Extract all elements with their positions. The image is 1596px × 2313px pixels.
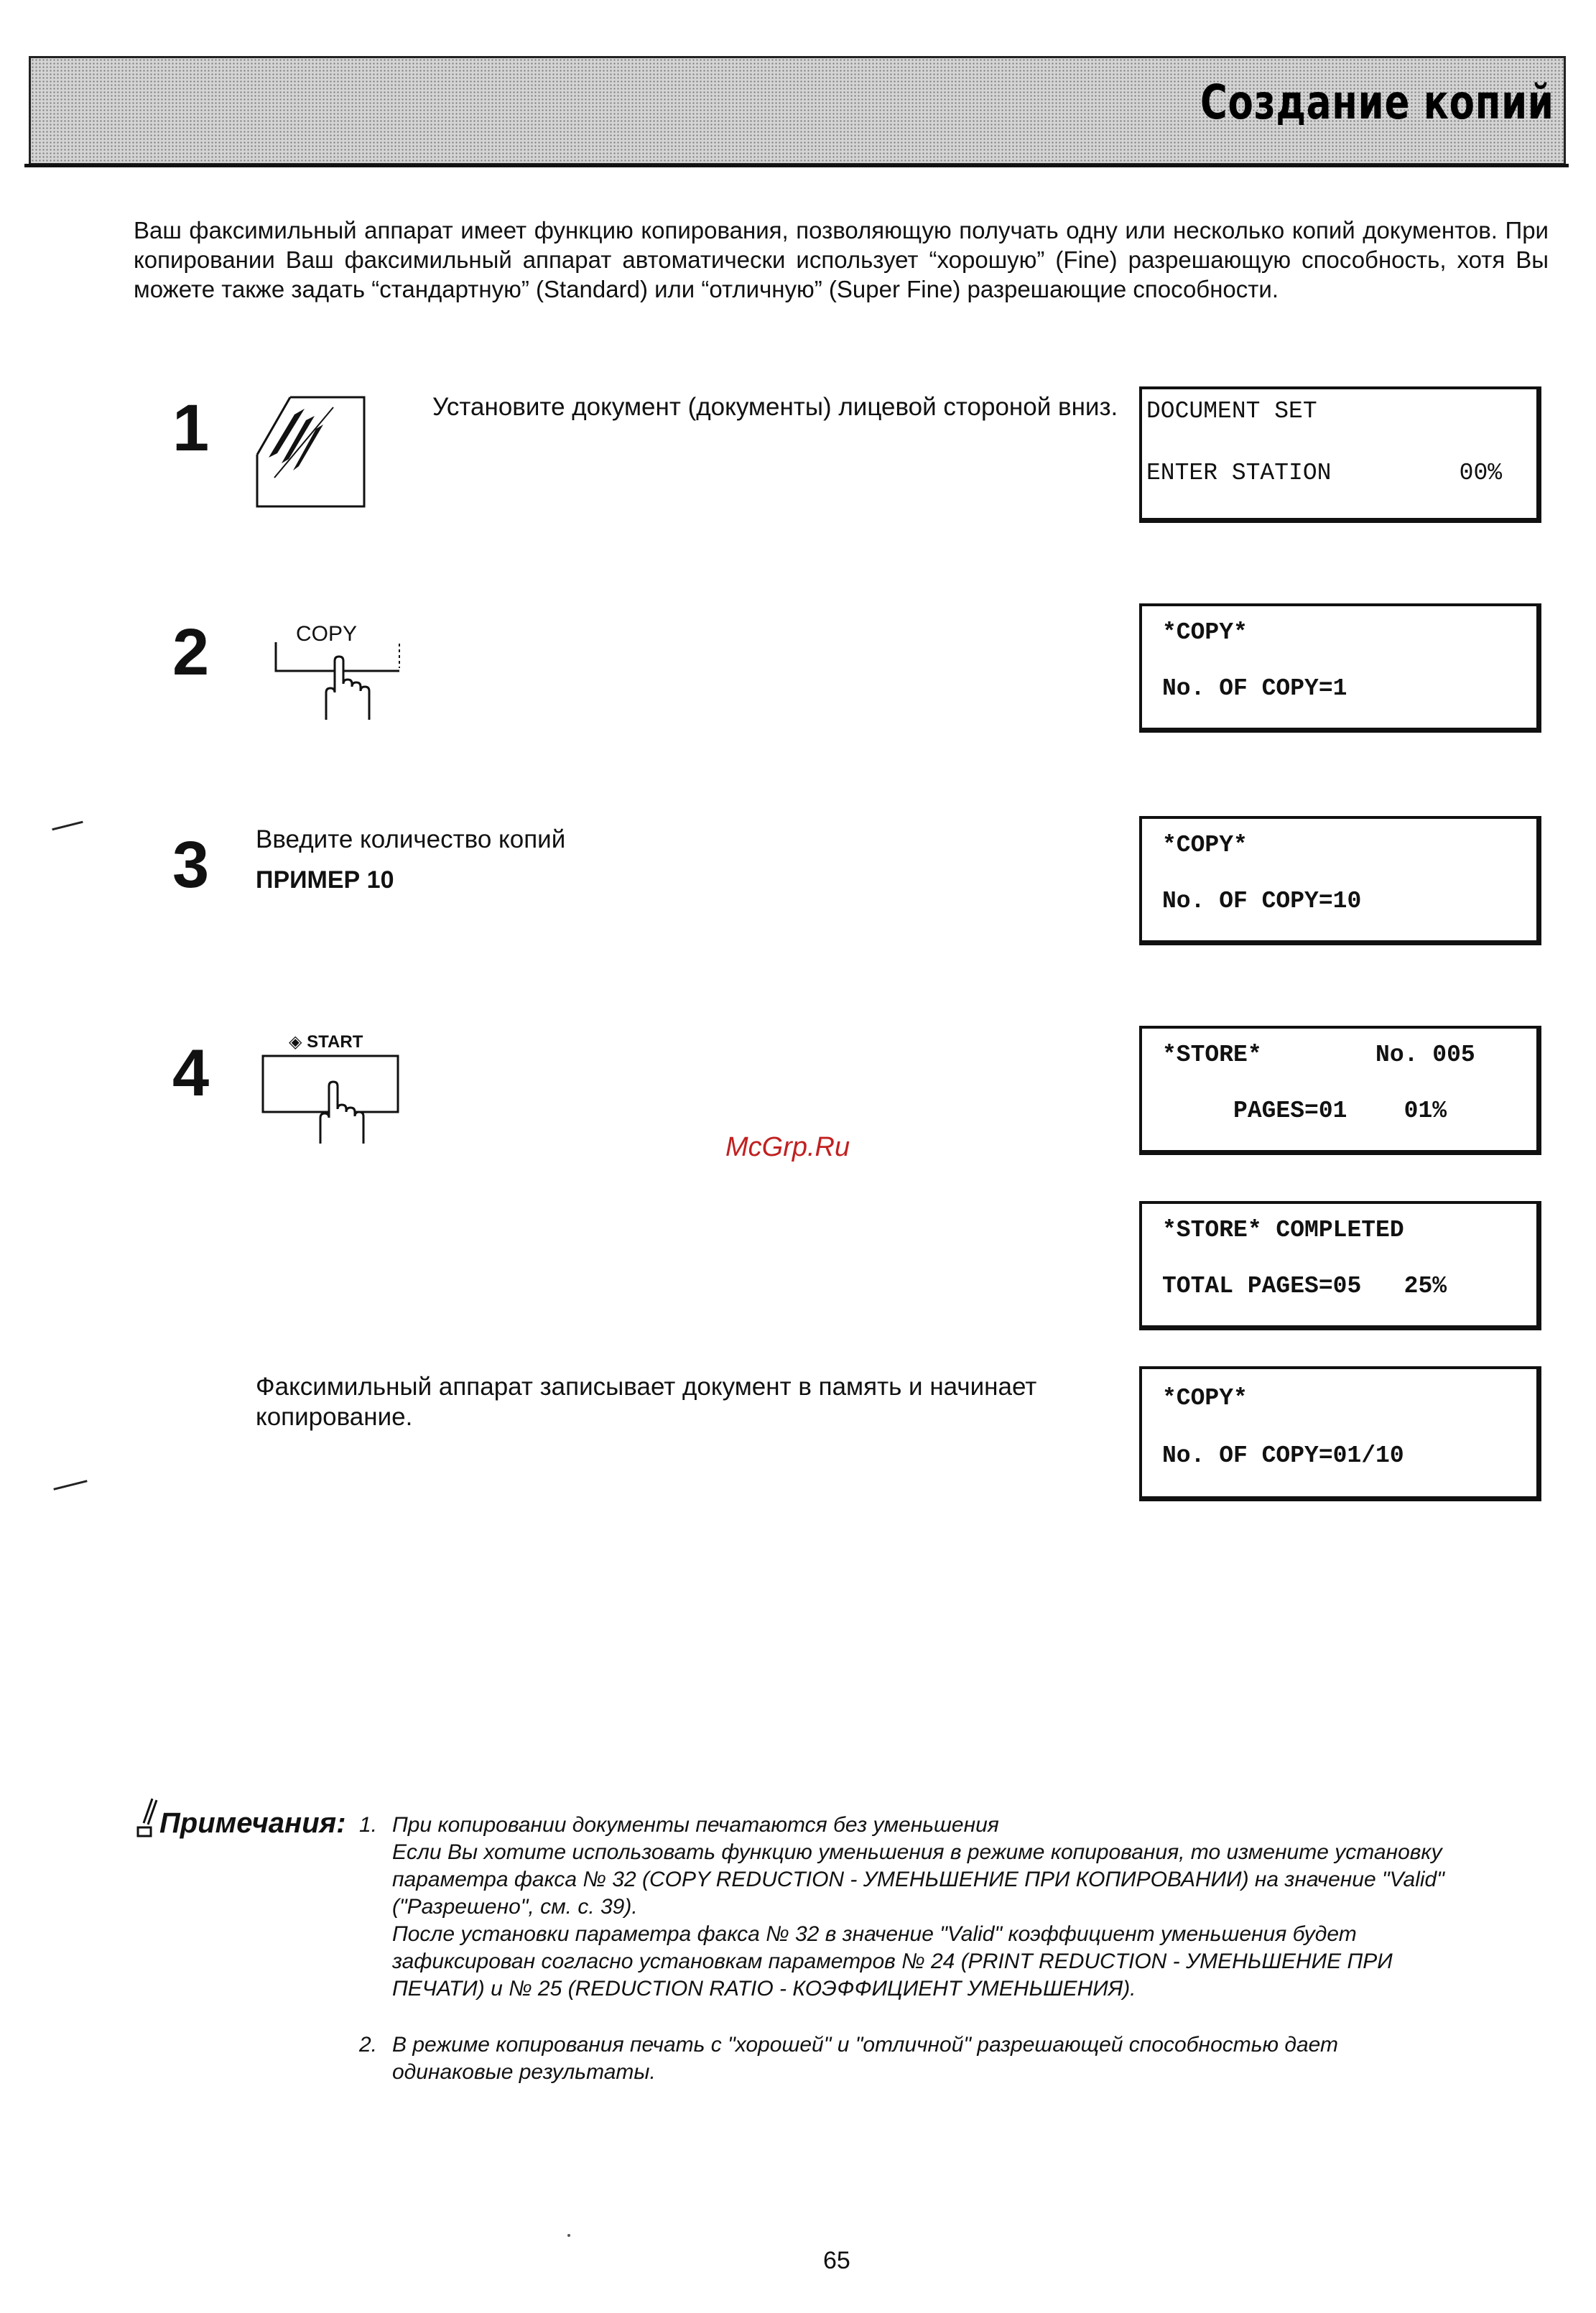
note-line: Если Вы хотите использовать функцию уменьшения в режиме копирования, то измените установку	[392, 1840, 1442, 1864]
watermark: McGrp.Ru	[725, 1132, 850, 1162]
intro-paragraph: Ваш факсимильный аппарат имеет функцию копирования, позволяющую получать одну или несколько копий документов. При копировании Ваш факсимильный аппарат автоматически использует “хорошую” (Fine) разрешающую способность, хотя Вы можете также задать “стандартную” (Standard) или “отличную” (Super Fine) разрешающие способности.	[134, 217, 1549, 302]
lcd-line-2: PAGES=01 01%	[1162, 1098, 1447, 1124]
step-1-number: 1	[172, 391, 210, 465]
lcd-line-2: No. OF COPY=01/10	[1162, 1442, 1404, 1469]
lcd-display	[1139, 816, 1541, 945]
lcd-display	[1139, 1366, 1541, 1501]
note-1-number: 1.	[359, 1813, 378, 1837]
final-text: Факсимильный аппарат записывает документ в память и начинает копирование.	[256, 1373, 1037, 1431]
note-2	[392, 2031, 1563, 2086]
lcd-line-2: ENTER STATION 00%	[1146, 460, 1503, 486]
step-1-text: Установите документ (документы) лицевой стороной вниз.	[432, 393, 1118, 421]
lcd-line-1: *COPY*	[1162, 619, 1248, 646]
note-line: В режиме копирования печать с "хорошей" и "отличной" разрешающей способностью дает	[392, 2033, 1339, 2057]
note-line: После установки параметра факса № 32 в значение "Valid" коэффициент уменьшения будет	[392, 1922, 1357, 1946]
note-line: ("Разрешено", см. с. 39).	[392, 1895, 638, 1919]
start-diamond-icon: ◈	[289, 1032, 302, 1052]
lcd-display	[1139, 1201, 1541, 1330]
lcd-line-1: *STORE* No. 005	[1162, 1042, 1475, 1068]
note-line: При копировании документы печатаются без уменьшения	[392, 1813, 999, 1837]
note-line: зафиксирован согласно установкам параметров № 24 (PRINT REDUCTION - УМЕНЬШЕНИЕ ПРИ	[392, 1950, 1393, 1973]
lcd-display	[1139, 603, 1541, 733]
step-3-text: Введите количество копий	[256, 825, 566, 853]
lcd-line-1: *COPY*	[1162, 1385, 1248, 1412]
speck	[567, 2234, 570, 2237]
lcd-line-2: No. OF COPY=10	[1162, 888, 1362, 914]
lcd-line-2: No. OF COPY=1	[1162, 675, 1347, 702]
margin-mark	[52, 821, 83, 831]
start-button-label	[289, 1032, 363, 1052]
lcd-line-1: DOCUMENT SET	[1146, 398, 1317, 425]
page-title: Создание копий	[1200, 75, 1554, 130]
step-2-number: 2	[172, 616, 210, 689]
lcd-line-1: *STORE* COMPLETED	[1162, 1217, 1404, 1243]
pencil-icon	[135, 1796, 159, 1839]
note-line: одинаковые результаты.	[392, 2060, 656, 2084]
note-1	[392, 1812, 1563, 2003]
note-line: ПЕЧАТИ) и № 25 (REDUCTION RATIO - КОЭФФИЦИЕНТ УМЕНЬШЕНИЯ).	[392, 1977, 1136, 2001]
step-3-number: 3	[172, 828, 210, 901]
copy-button-icon[interactable]	[270, 639, 407, 726]
copy-button-label: COPY	[296, 622, 358, 646]
start-button-icon[interactable]	[260, 1053, 404, 1146]
start-label-text: START	[307, 1032, 363, 1052]
document-feed-icon	[253, 391, 368, 511]
step-3-example: ПРИМЕР 10	[256, 866, 394, 894]
lcd-line-2: TOTAL PAGES=05 25%	[1162, 1273, 1447, 1299]
lcd-display	[1139, 1026, 1541, 1155]
lcd-display	[1139, 386, 1541, 523]
note-2-number: 2.	[359, 2033, 378, 2057]
header-rule	[24, 164, 1569, 167]
step-4-number: 4	[172, 1037, 210, 1110]
lcd-line-1: *COPY*	[1162, 832, 1248, 858]
notes-title: Примечания:	[159, 1807, 346, 1839]
note-line: параметра факса № 32 (COPY REDUCTION - УМЕНЬШЕНИЕ ПРИ КОПИРОВАНИИ) на значение "Valid"	[392, 1868, 1444, 1891]
margin-mark	[53, 1480, 87, 1491]
page-number: 65	[823, 2247, 850, 2274]
